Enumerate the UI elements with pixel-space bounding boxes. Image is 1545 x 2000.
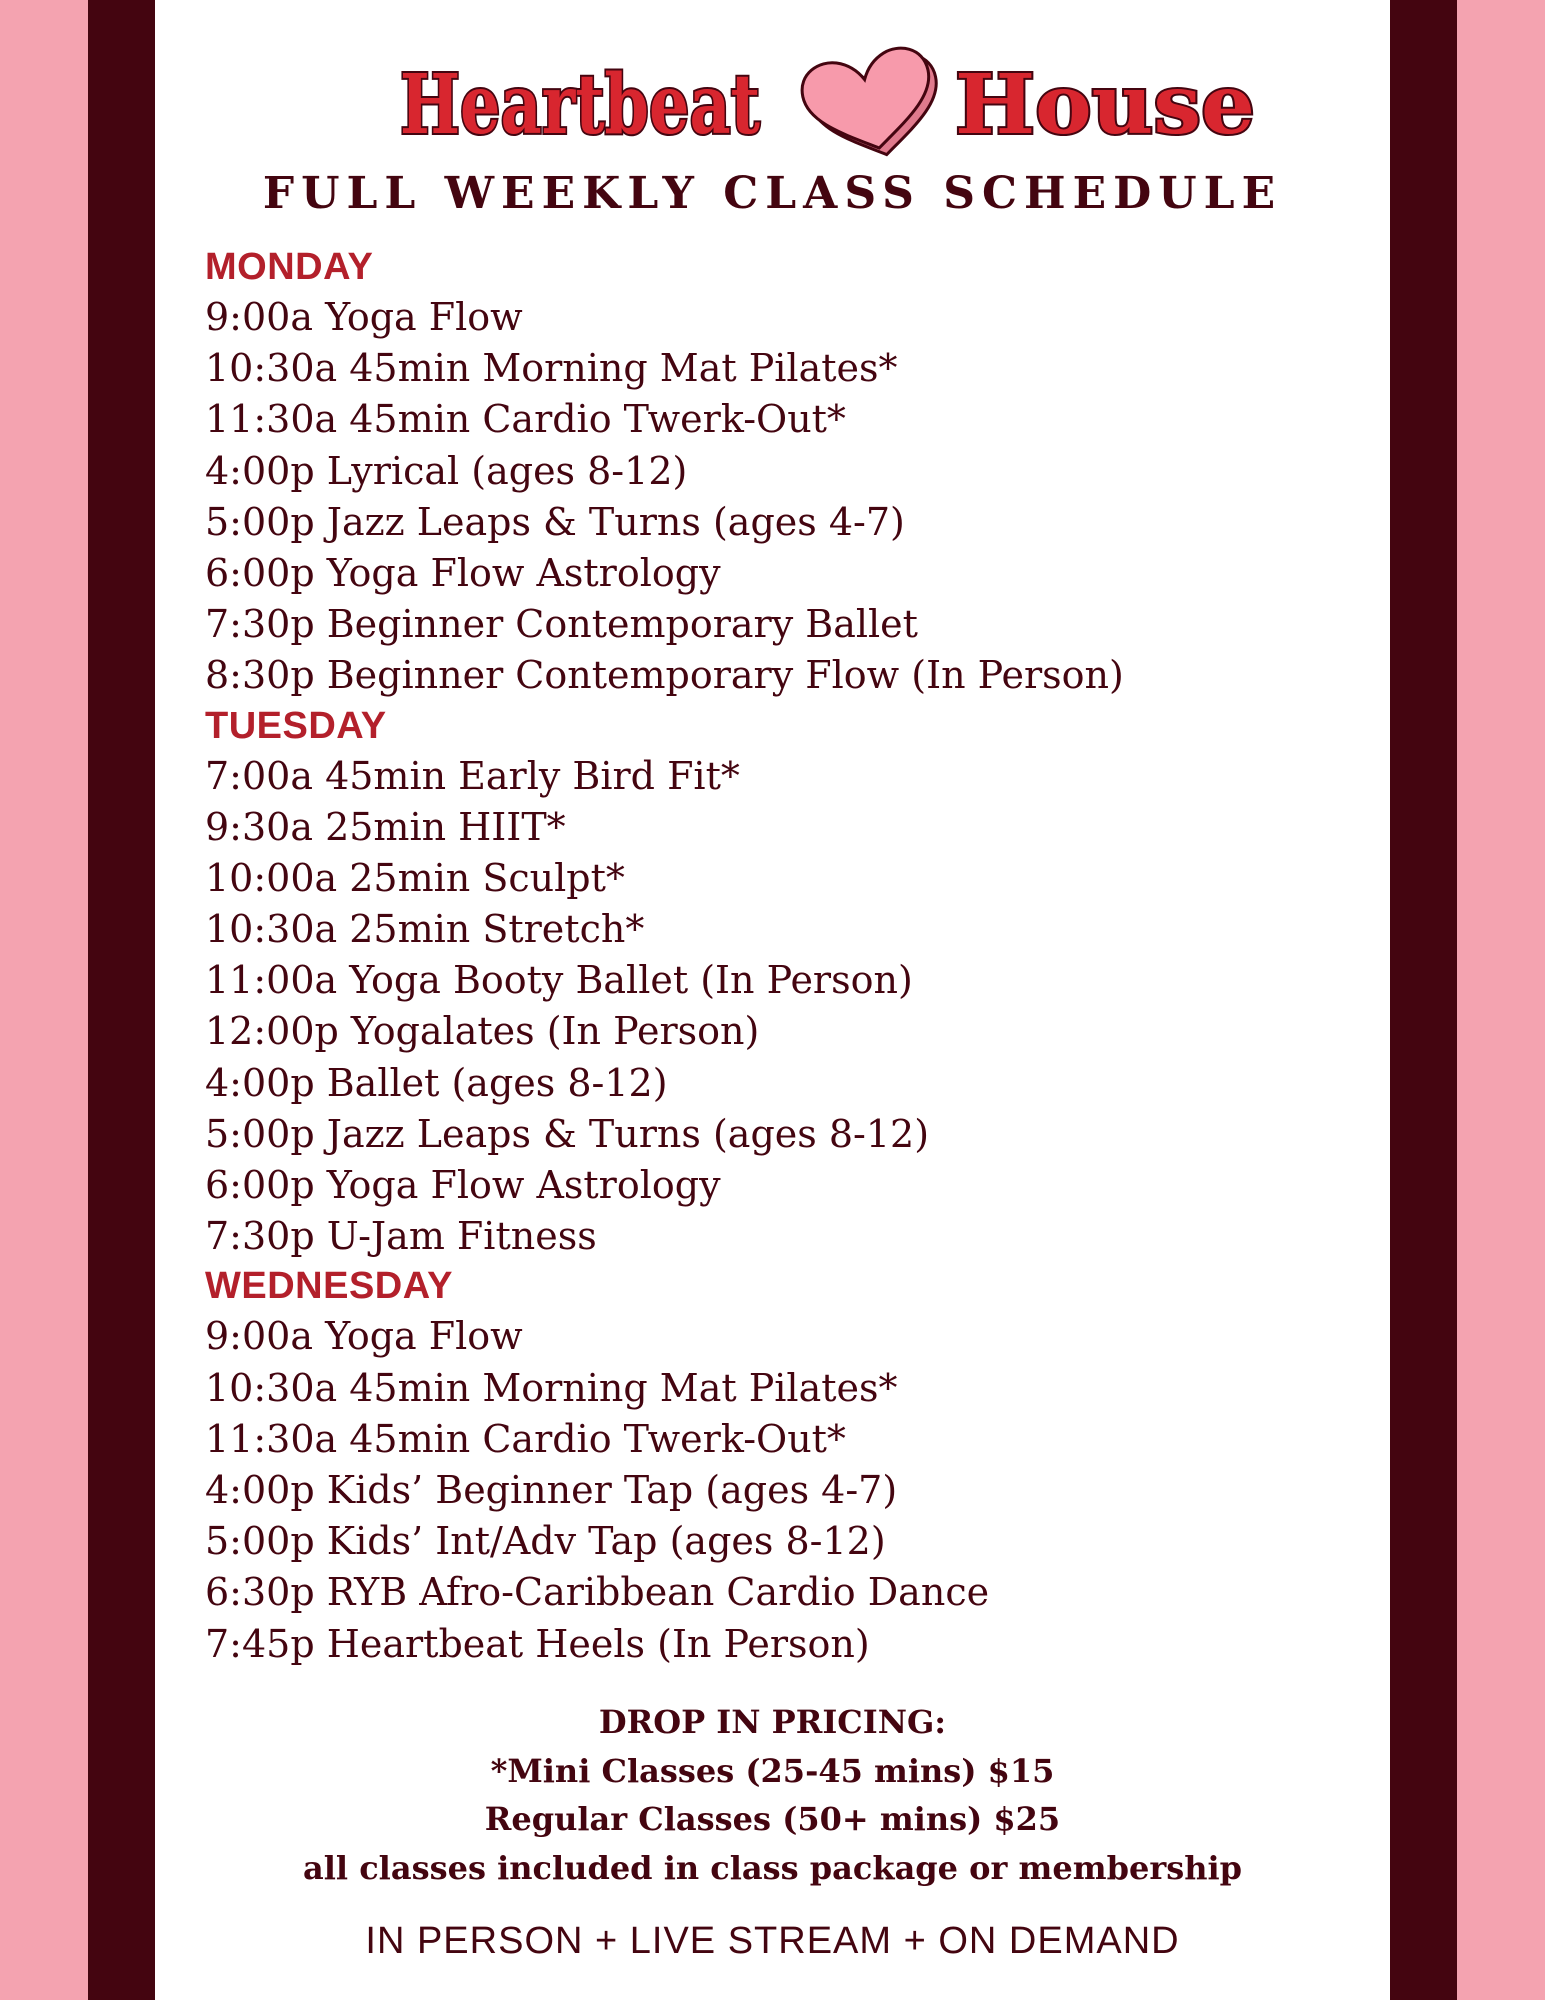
class-item: 10:30a 45min Morning Mat Pilates* (205, 1365, 898, 1410)
logo-word-right: House (955, 57, 1255, 153)
class-item: 6:30p RYB Afro-Caribbean Cardio Dance (205, 1570, 990, 1615)
class-item: 7:00a 45min Early Bird Fit* (205, 753, 740, 798)
pricing-heading: DROP IN PRICING: (598, 1703, 947, 1741)
pricing-regular: Regular Classes (50+ mins) $25 (484, 1800, 1061, 1838)
class-item: 6:00p Yoga Flow Astrology (205, 550, 721, 595)
class-item: 8:30p Beginner Contemporary Flow (In Person) (205, 653, 1124, 698)
logo-word-left: Heartbeat (400, 57, 761, 153)
class-item: 4:00p Ballet (ages 8-12) (205, 1060, 668, 1105)
day-monday (205, 243, 1375, 702)
class-item: 7:30p U-Jam Fitness (205, 1214, 597, 1259)
day-heading: TUESDAY (205, 704, 387, 747)
class-item: 4:00p Lyrical (ages 8-12) (205, 448, 688, 493)
class-item: 12:00p Yogalates (In Person) (205, 1009, 760, 1054)
class-item: 9:30a 25min HIIT* (205, 804, 566, 849)
class-item: 9:00a Yoga Flow (205, 1314, 523, 1359)
day-tuesday (205, 702, 1375, 1263)
class-item: 5:00p Kids’ Int/Adv Tap (ages 8-12) (205, 1519, 886, 1564)
day-heading: WEDNESDAY (205, 1265, 454, 1308)
class-item: 7:30p Beginner Contemporary Ballet (205, 602, 918, 647)
class-item: 11:00a Yoga Booty Ballet (In Person) (205, 958, 913, 1003)
day-wednesday (205, 1262, 1375, 1669)
class-item: 4:00p Kids’ Beginner Tap (ages 4-7) (205, 1467, 898, 1512)
class-item: 10:30a 45min Morning Mat Pilates* (205, 346, 898, 391)
pricing-note: all classes included in class package or membership (303, 1848, 1242, 1887)
schedule-page (155, 0, 1390, 2000)
page-subtitle: FULL WEEKLY CLASS SCHEDULE (262, 168, 1283, 219)
class-item: 11:30a 45min Cardio Twerk-Out* (205, 397, 846, 442)
drop-in-pricing (155, 1698, 1390, 1892)
weekly-schedule (205, 243, 1375, 1670)
pricing-mini: *Mini Classes (25-45 mins) $15 (490, 1751, 1055, 1790)
class-item: 6:00p Yoga Flow Astrology (205, 1163, 721, 1207)
class-item: 10:00a 25min Sculpt* (205, 855, 625, 900)
class-item: 5:00p Jazz Leaps & Turns (ages 8-12) (205, 1111, 930, 1156)
class-item: 11:30a 45min Cardio Twerk-Out* (205, 1416, 846, 1461)
class-item: 5:00p Jazz Leaps & Turns (ages 4-7) (205, 499, 905, 544)
class-item: 7:45p Heartbeat Heels (In Person) (205, 1621, 870, 1666)
heart-icon (797, 42, 949, 170)
class-item: 10:30a 25min Stretch* (205, 907, 645, 952)
heartbeat-house-logo (155, 30, 1390, 170)
footer-tagline: IN PERSON + LIVE STREAM + ON DEMAND (365, 1920, 1180, 1962)
class-item: 9:00a Yoga Flow (205, 295, 523, 339)
day-heading: MONDAY (205, 246, 374, 288)
